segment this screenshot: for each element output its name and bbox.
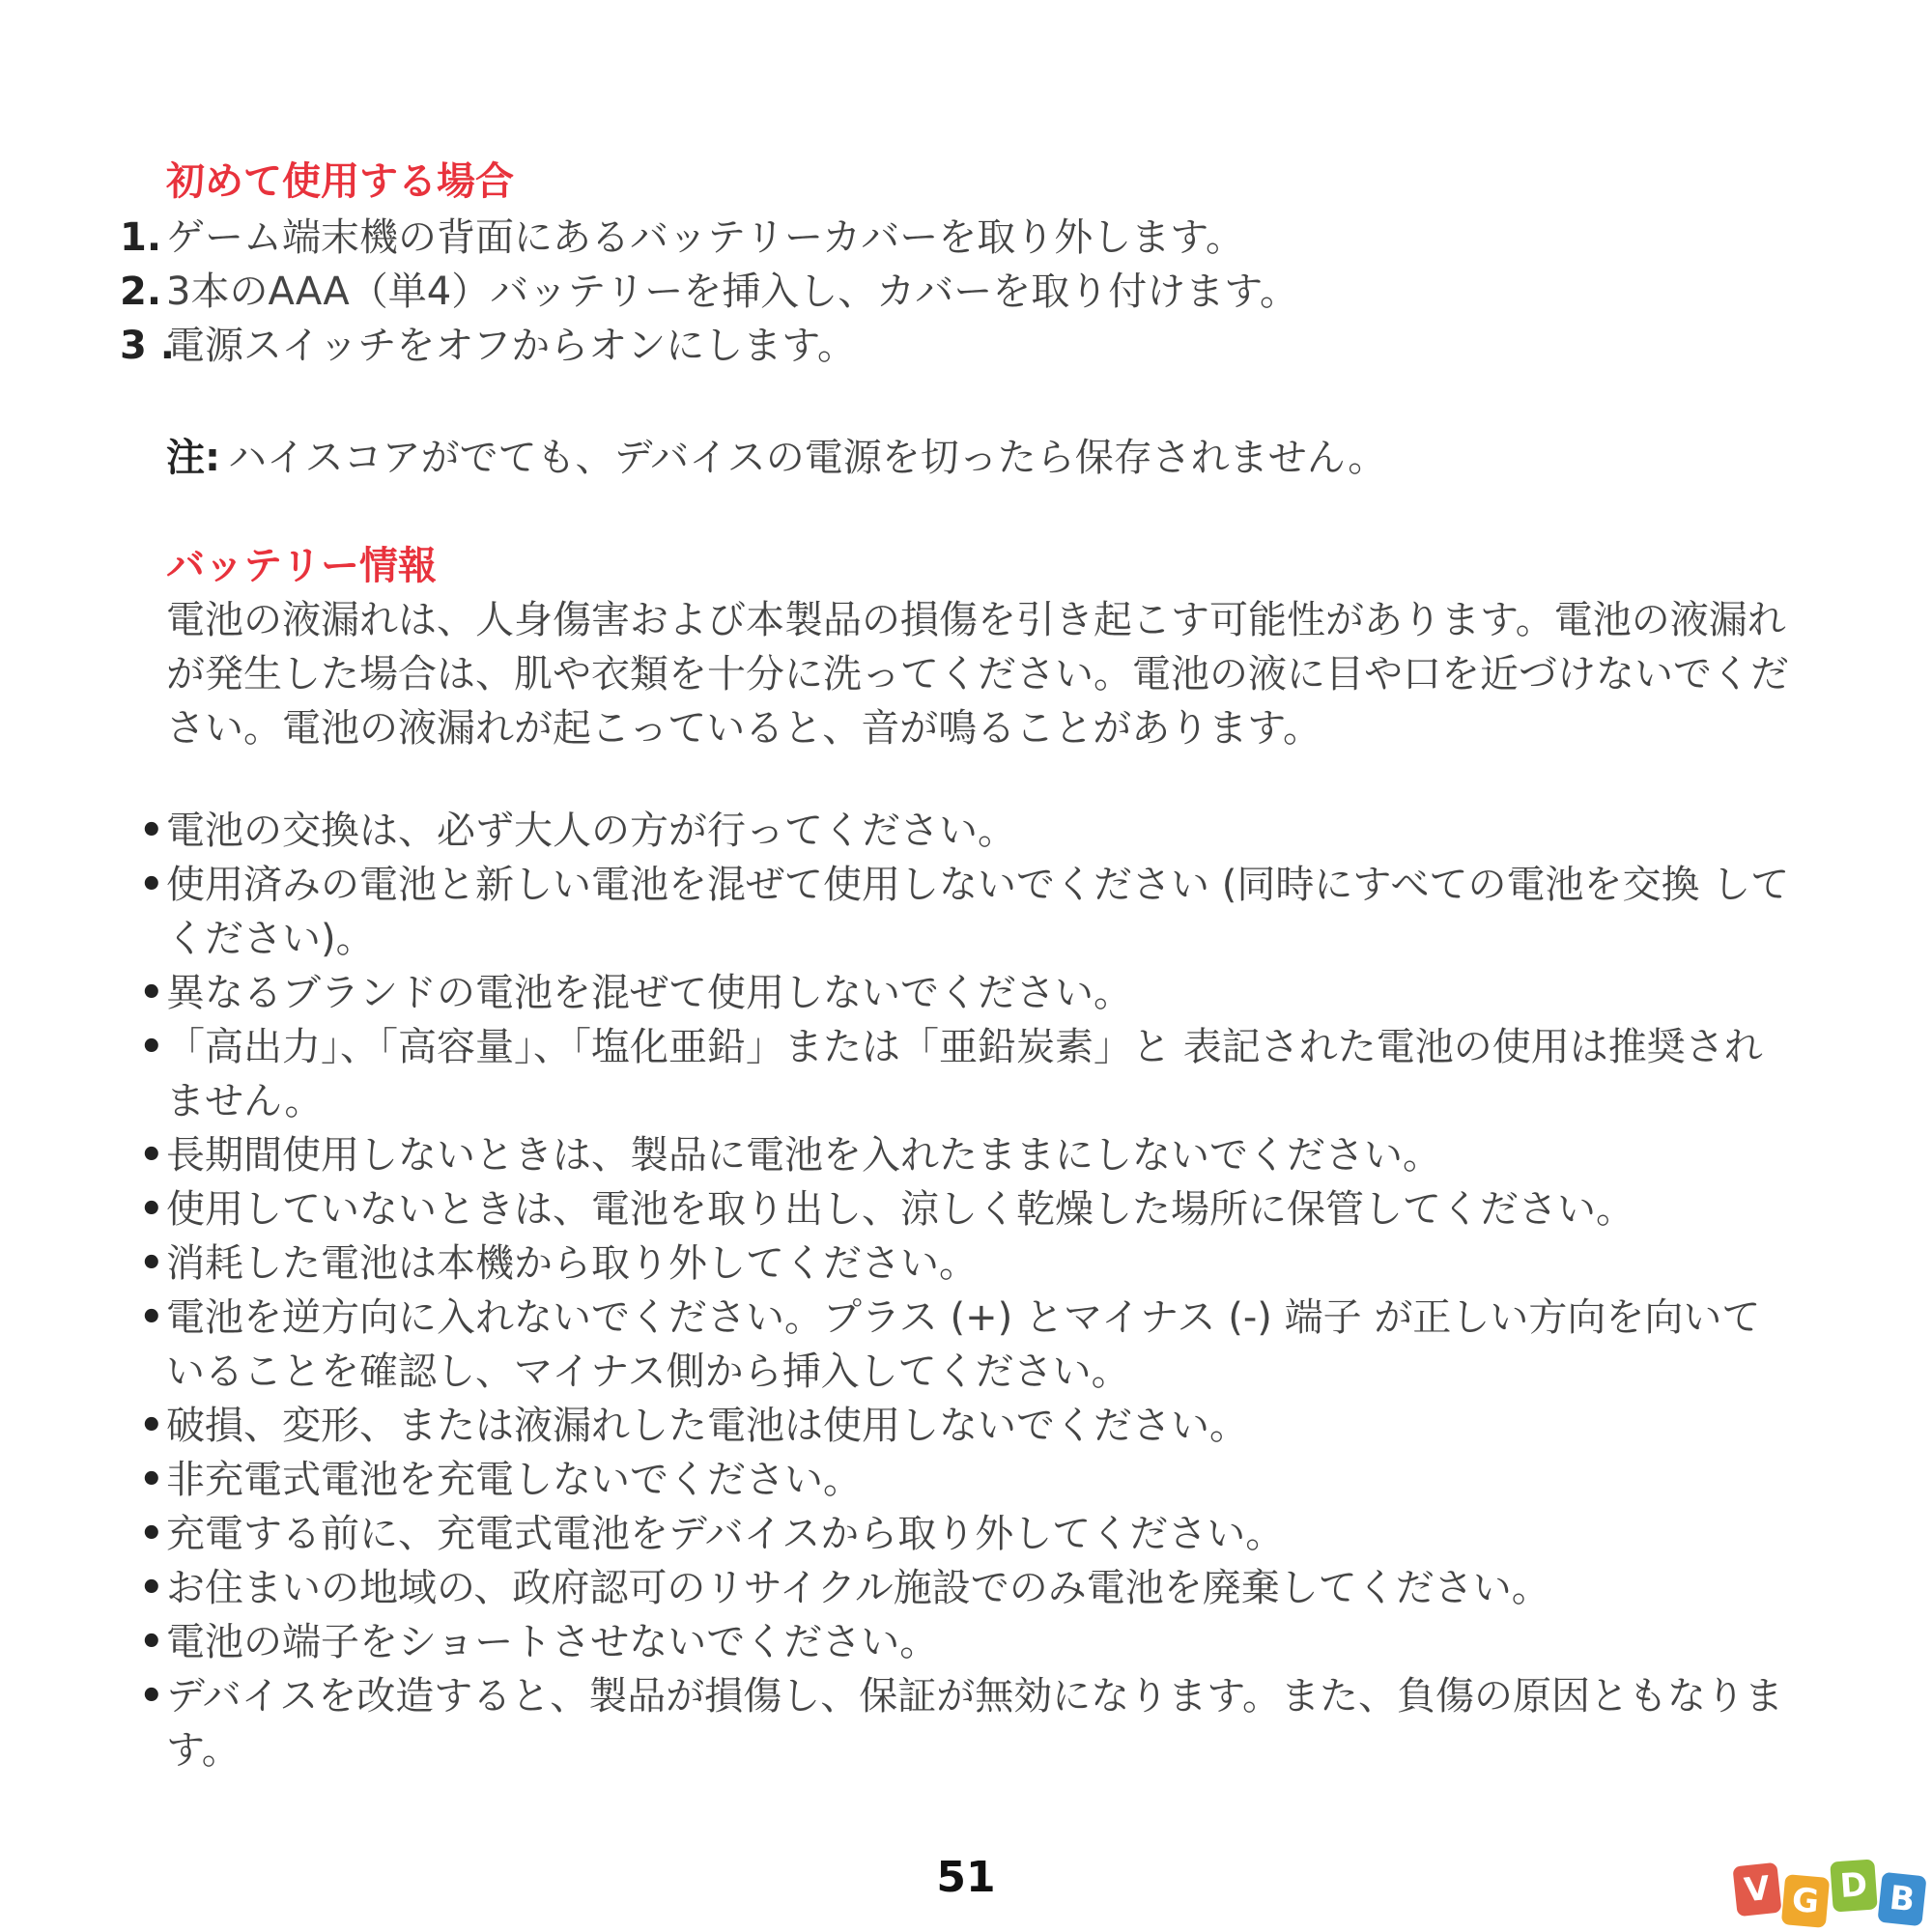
bullet-text: 電池を逆方向に入れないでください。プラス (+) とマイナス (-) 端子 が正しい方向を向いていることを確認し、マイナス側から挿入してください。 [166, 1295, 1761, 1394]
bullet-icon: • [139, 1458, 164, 1502]
battery-info-heading: バッテリー情報 [166, 544, 437, 588]
step-number: 3 . [120, 324, 175, 368]
battery-bullet-list [135, 804, 1797, 1777]
bullet-text: 消耗した電池は本機から取り外してください。 [166, 1241, 978, 1286]
bullet-icon: • [139, 1025, 164, 1069]
bullet-text: 電池の端子をショートさせないでください。 [166, 1620, 939, 1664]
bullet-text: 「高出力」、「高容量」、「塩化亜鉛」または「亜鉛炭素」と 表記された電池の使用は推奨されません。 [166, 1025, 1763, 1123]
list-item [135, 858, 1797, 966]
bullet-icon: • [139, 1674, 164, 1719]
list-item [135, 1128, 1797, 1182]
list-item [135, 1453, 1797, 1507]
bullet-icon: • [139, 1620, 164, 1664]
vgdb-watermark-logo [1735, 1855, 1932, 1932]
first-use-steps [120, 211, 1298, 373]
list-item [135, 1236, 1797, 1291]
step-text: 電源スイッチをオフからオンにします。 [166, 324, 856, 368]
logo-tile-b: B [1877, 1872, 1926, 1927]
step-item [120, 319, 1298, 373]
first-use-heading: 初めて使用する場合 [166, 159, 514, 204]
step-item [120, 211, 1298, 265]
step-text: 3本のAAA（単4）バッテリーを挿入し、カバーを取り付けます。 [166, 270, 1299, 314]
note-label: 注: [166, 436, 220, 480]
bullet-text: デバイスを改造すると、製品が損傷し、保証が無効になります。また、負傷の原因ともなります。 [166, 1674, 1783, 1773]
list-item [135, 1669, 1797, 1777]
list-item [135, 1182, 1797, 1236]
bullet-icon: • [139, 1133, 164, 1178]
bullet-icon: • [139, 1187, 164, 1232]
bullet-icon: • [139, 1512, 164, 1556]
step-number: 2. [120, 270, 162, 314]
step-text: ゲーム端末機の背面にあるバッテリーカバーを取り外します。 [166, 215, 1244, 260]
battery-warning-paragraph: 電池の液漏れは、人身傷害および本製品の損傷を引き起こす可能性があります。電池の液漏れが発生した場合は、肌や衣類を十分に洗ってください。電池の液に目や口を近づけないでください。電池の液漏れが起こっていると、音が鳴ることがあります。 [166, 598, 1789, 751]
bullet-text: お住まいの地域の、政府認可のリサイクル施設でのみ電池を廃棄してください。 [166, 1566, 1550, 1610]
list-item [135, 1561, 1797, 1615]
step-number: 1. [120, 215, 162, 260]
list-item [135, 804, 1797, 858]
list-item [135, 1399, 1797, 1453]
logo-tile-v: V [1732, 1862, 1781, 1918]
bullet-icon: • [139, 863, 164, 907]
logo-tile-d: D [1830, 1859, 1878, 1912]
bullet-text: 電池の交換は、必ず大人の方が行ってください。 [166, 809, 1016, 853]
note [166, 431, 1386, 485]
step-item [120, 265, 1298, 319]
bullet-icon: • [139, 1295, 164, 1340]
list-item [135, 1291, 1797, 1399]
bullet-text: 異なるブランドの電池を混ぜて使用しないでください。 [166, 971, 1132, 1015]
bullet-icon: • [139, 1404, 164, 1448]
bullet-text: 充電する前に、充電式電池をデバイスから取り外してください。 [166, 1512, 1285, 1556]
note-text: ハイスコアがでても、デバイスの電源を切ったら保存されません。 [228, 436, 1387, 480]
bullet-icon: • [139, 809, 164, 853]
page-number: 51 [936, 1853, 996, 1902]
bullet-text: 非充電式電池を充電しないでください。 [166, 1458, 862, 1502]
list-item [135, 1507, 1797, 1561]
bullet-text: 使用済みの電池と新しい電池を混ぜて使用しないでください (同時にすべての電池を交換 してください)。 [166, 863, 1790, 961]
list-item [135, 966, 1797, 1020]
list-item [135, 1615, 1797, 1669]
logo-tile-g: G [1781, 1874, 1830, 1928]
bullet-text: 破損、変形、または液漏れした電池は使用しないでください。 [166, 1404, 1248, 1448]
bullet-text: 使用していないときは、電池を取り出し、涼しく乾燥した場所に保管してください。 [166, 1187, 1634, 1232]
bullet-icon: • [139, 971, 164, 1015]
bullet-icon: • [139, 1566, 164, 1610]
bullet-text: 長期間使用しないときは、製品に電池を入れたままにしないでください。 [166, 1133, 1441, 1178]
list-item [135, 1020, 1797, 1128]
bullet-icon: • [139, 1241, 164, 1286]
